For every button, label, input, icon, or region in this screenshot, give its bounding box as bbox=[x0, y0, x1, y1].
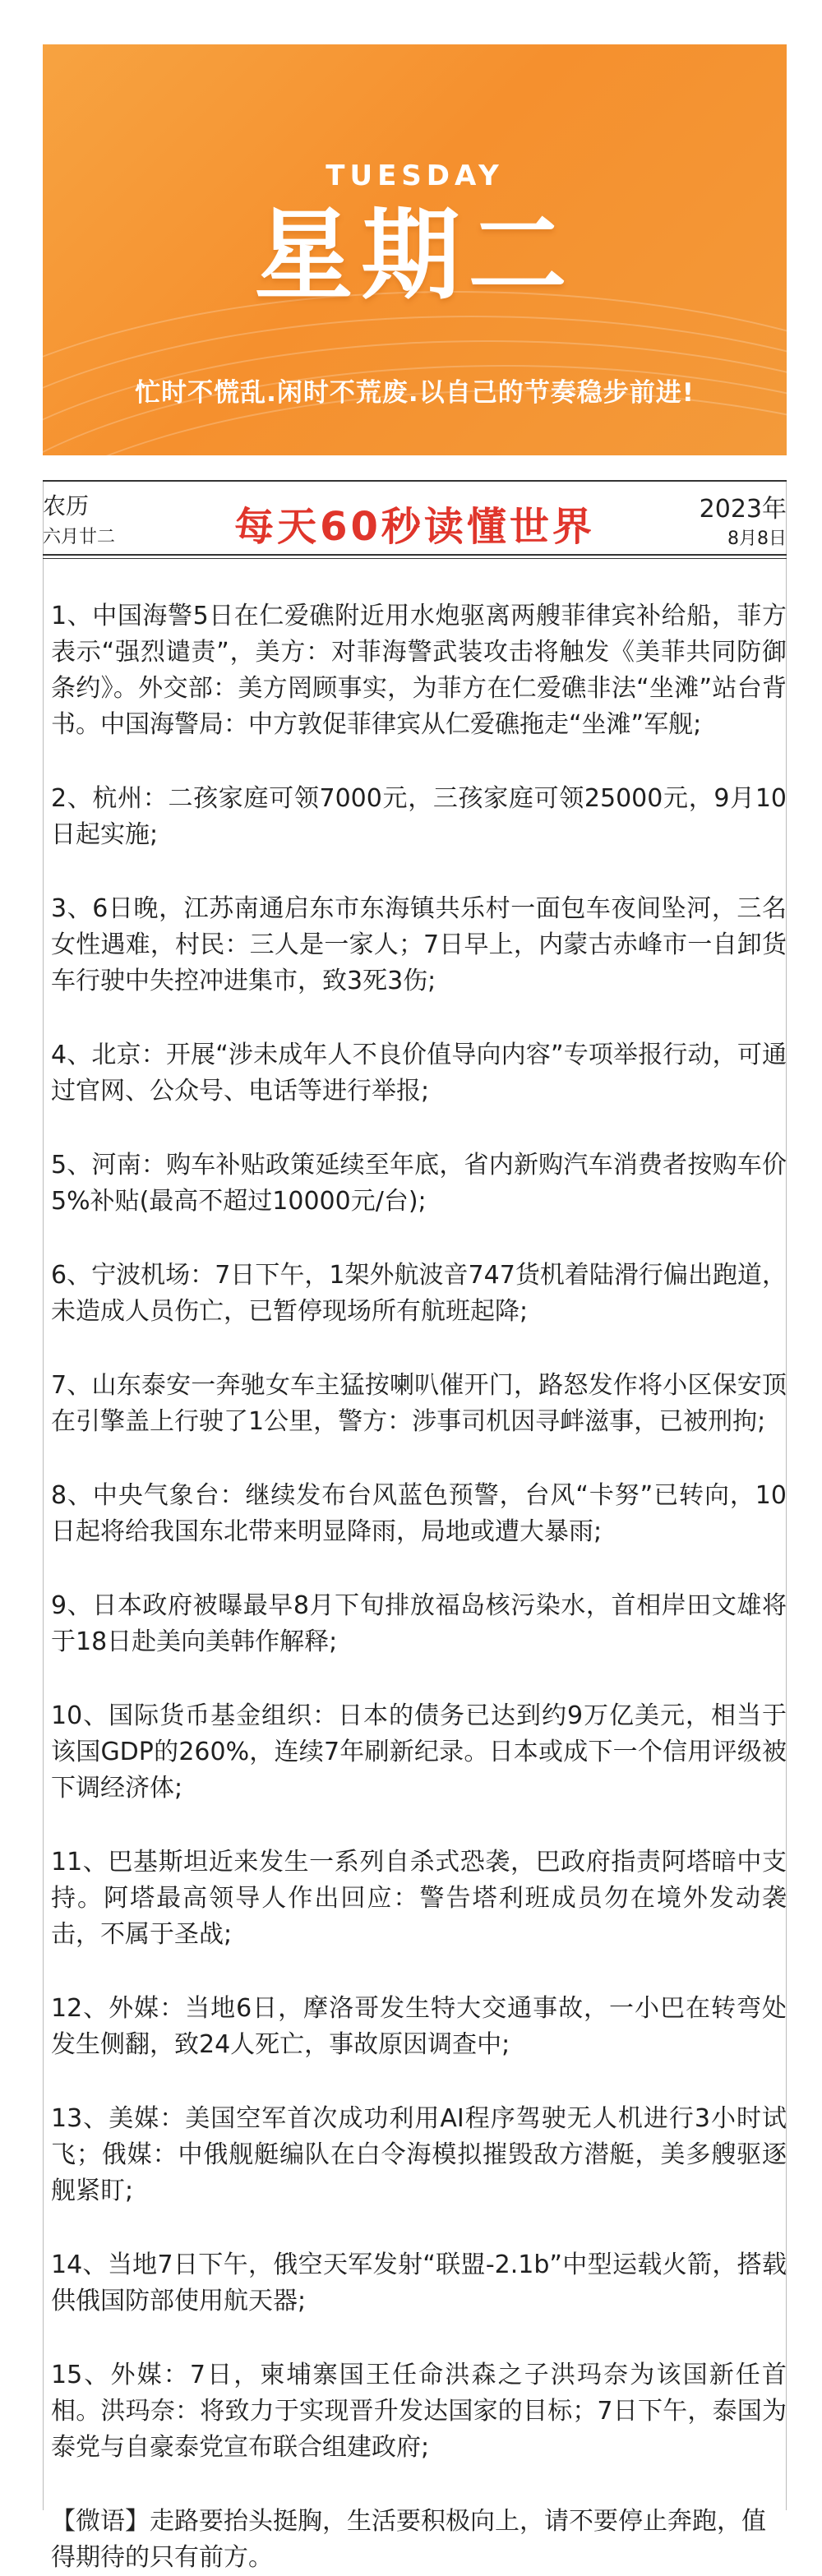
lunar-label: 农历 bbox=[43, 492, 90, 519]
news-item-11: 11、巴基斯坦近来发生一系列自杀式恐袭，巴政府指责阿塔暗中支持。阿塔最高领导人作出回应：警告塔利班成员勿在境外发动袭击，不属于圣战; bbox=[51, 1848, 787, 1949]
weekday-chinese: 星期二 bbox=[254, 199, 575, 313]
news-item-12: 12、外媒：当地6日，摩洛哥发生特大交通事故，一小巴在转弯处发生侧翻，致24人死亡，事故原因调查中; bbox=[51, 1994, 787, 2059]
month-day: 8月8日 bbox=[727, 529, 787, 549]
header-banner bbox=[43, 44, 787, 455]
news-item-2: 2、杭州：二孩家庭可领7000元，三孩家庭可领25000元，9月10日起实施; bbox=[51, 784, 787, 849]
news-item-10: 10、国际货币基金组织：日本的债务已达到约9万亿美元，相当于该国GDP的260%，连续7年刷新纪录。日本或成下一个信用评级被下调经济体; bbox=[51, 1701, 787, 1803]
banner-motto: 忙时不慌乱.闲时不荒废.以自己的节奏稳步前进! bbox=[135, 378, 695, 408]
news-item-1: 1、中国海警5日在仁爱礁附近用水炮驱离两艘菲律宾补给船，菲方表示“强烈谴责”，美方：对菲海警武装攻击将触发《美菲共同防御条约》。外交部：美方罔顾事实，为菲方在仁爱礁非法“坐滩”站台背书。中国海警局：中方敦促菲律宾从仁爱礁拖走“坐滩”军舰; bbox=[51, 602, 787, 739]
news-item-5: 5、河南：购车补贴政策延续至年底，省内新购汽车消费者按购车价5%补贴(最高不超过10000元/台); bbox=[51, 1151, 787, 1216]
news-item-4: 4、北京：开展“涉未成年人不良价值导向内容”专项举报行动，可通过官网、公众号、电话等进行举报; bbox=[51, 1041, 787, 1106]
page-title: 每天60秒读懂世界 bbox=[234, 504, 595, 550]
news-item-3: 3、6日晚，江苏南通启东市东海镇共乐村一面包车夜间坠河，三名女性遇难，村民：三人是一家人；7日早上，内蒙古赤峰市一自卸货车行驶中失控冲进集市，致3死3伤; bbox=[51, 894, 787, 995]
divider-top bbox=[43, 480, 787, 482]
news-item-7: 7、山东泰安一奔驰女车主猛按喇叭催开门，路怒发作将小区保安顶在引擎盖上行驶了1公里，警方：涉事司机因寻衅滋事，已被刑拘; bbox=[51, 1371, 787, 1436]
news-item-13: 13、美媒：美国空军首次成功利用AI程序驾驶无人机进行3小时试飞；俄媒：中俄舰艇编队在白令海模拟摧毁敌方潜艇，美多艘驱逐舰紧盯; bbox=[51, 2104, 787, 2205]
divider-bottom bbox=[43, 554, 787, 559]
news-item-14: 14、当地7日下午，俄空天军发射“联盟-2.1b”中型运载火箭，搭载供俄国防部使用航天器; bbox=[51, 2251, 787, 2315]
weekday-english: TUESDAY bbox=[326, 159, 504, 192]
quote-text: 走路要抬头挺胸，生活要积极向上，请不要停止奔跑，值得期待的只有前方。 bbox=[51, 2507, 766, 2572]
news-item-6: 6、宁波机场：7日下午，1架外航波音747货机着陆滑行偏出跑道，未造成人员伤亡，已暂停现场所有航班起降; bbox=[51, 1261, 787, 1326]
news-item-8: 8、中央气象台：继续发布台风蓝色预警，台风“卡努”已转向，10日起将给我国东北带来明显降雨，局地或遭大暴雨; bbox=[51, 1481, 787, 1546]
news-list bbox=[43, 598, 787, 2576]
news-item-9: 9、日本政府被曝最早8月下旬排放福岛核污染水，首相岸田文雄将于18日赴美向美韩作解释; bbox=[51, 1591, 787, 1656]
news-item-15: 15、外媒：7日，柬埔寨国王任命洪森之子洪玛奈为该国新任首相。洪玛奈：将致力于实现晋升发达国家的目标；7日下午，泰国为泰党与自豪泰党宣布联合组建政府; bbox=[51, 2361, 787, 2462]
quote-tag: 【微语】 bbox=[51, 2507, 150, 2536]
year: 2023年 bbox=[699, 495, 787, 524]
daily-quote bbox=[43, 2504, 787, 2576]
lunar-date: 六月廿二 bbox=[43, 527, 116, 547]
date-row bbox=[43, 480, 787, 559]
